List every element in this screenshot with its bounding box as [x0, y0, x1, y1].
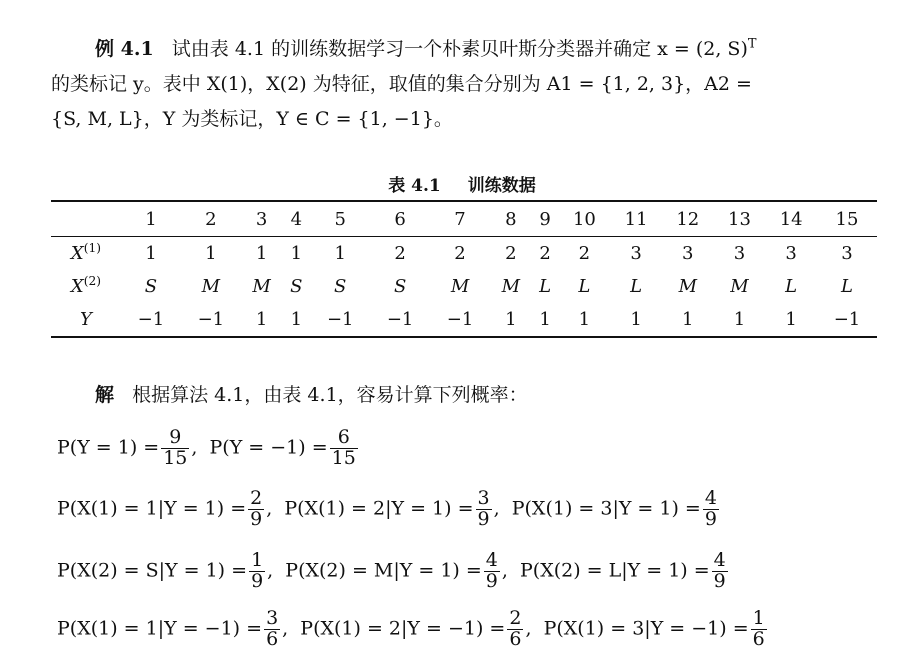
- table-cell: −1: [386, 309, 414, 330]
- table-cell: L: [539, 276, 552, 297]
- fraction-numerator: 3: [266, 607, 279, 629]
- training-data-table: [51, 200, 877, 338]
- column-header: 8: [490, 201, 532, 237]
- table-cell: S: [393, 276, 407, 297]
- equation-lhs: P(Y = −1) =: [209, 436, 328, 459]
- fraction: [330, 428, 358, 469]
- solution-label: 解: [95, 384, 115, 406]
- example-label: 例 4.1: [95, 38, 154, 60]
- column-header: 9: [532, 201, 559, 237]
- table-cell: −1: [833, 309, 861, 330]
- table-cell: 1: [255, 243, 268, 264]
- column-header: 2: [181, 201, 241, 237]
- table-cell: S: [334, 276, 347, 297]
- column-header: 12: [662, 201, 714, 237]
- column-header: 11: [610, 201, 662, 237]
- table-cell: L: [630, 276, 643, 297]
- table-cell: −1: [446, 309, 474, 330]
- fraction: [507, 609, 523, 650]
- table-cell: 2: [505, 243, 517, 264]
- table-caption-title: 训练数据: [467, 176, 536, 196]
- table-cell: 2: [578, 243, 591, 264]
- table-cell: M: [730, 276, 749, 297]
- table-cell: 3: [682, 243, 694, 264]
- table-cell: S: [290, 276, 303, 297]
- row-label: Y: [80, 309, 92, 330]
- equation-line: [57, 551, 730, 592]
- fraction-numerator: 9: [161, 428, 189, 449]
- table-cell: 2: [394, 243, 406, 264]
- fraction-numerator: 2: [509, 607, 522, 629]
- equation-lhs: P(X(2) = L|Y = 1) =: [520, 559, 710, 582]
- equation-separator: ,: [266, 497, 285, 520]
- example-line-1: [95, 34, 756, 61]
- table-cell: 3: [733, 243, 746, 264]
- column-header: 1: [121, 201, 181, 237]
- fraction: [703, 489, 719, 530]
- fraction-denominator: 9: [713, 569, 726, 592]
- table-caption-number: 表 4.1: [388, 176, 441, 196]
- equation-lhs: P(X(1) = 2|Y = 1) =: [284, 497, 474, 520]
- row-label: $X^{(2)}$: [70, 274, 102, 297]
- equation-lhs: P(X(2) = M|Y = 1) =: [285, 559, 482, 582]
- column-header: 7: [430, 201, 490, 237]
- fraction-numerator: 1: [251, 549, 264, 571]
- fraction-numerator: 4: [713, 549, 726, 571]
- fraction-denominator: 9: [485, 569, 498, 592]
- table-cell: 1: [290, 309, 303, 330]
- fraction: [476, 489, 492, 530]
- column-header: 4: [282, 201, 310, 237]
- column-header: 10: [559, 201, 611, 237]
- table-cell: 1: [539, 309, 551, 330]
- table-cell: M: [678, 276, 697, 297]
- table-cell: 1: [205, 243, 217, 264]
- table-cell: 1: [733, 309, 746, 330]
- table-cell: L: [578, 276, 591, 297]
- fraction: [161, 428, 189, 469]
- transpose-sup: T: [747, 36, 757, 52]
- fraction-denominator: 6: [509, 627, 522, 650]
- equation-lhs: P(X(1) = 3|Y = −1) =: [543, 617, 749, 640]
- column-header: 6: [370, 201, 430, 237]
- table-cell: L: [841, 276, 853, 297]
- equation-separator: ,: [525, 617, 544, 640]
- equation-separator: ,: [267, 559, 286, 582]
- fraction-denominator: 9: [251, 569, 264, 592]
- fraction-denominator: 9: [477, 507, 490, 530]
- table-caption: [0, 171, 924, 196]
- table-cell: −1: [137, 309, 165, 330]
- fraction-numerator: 3: [477, 487, 490, 509]
- equation-line: [57, 489, 721, 530]
- solution-text: 根据算法 4.1，由表 4.1，容易计算下列概率：: [132, 384, 528, 406]
- table-cell: M: [450, 276, 470, 297]
- table-cell: −1: [326, 309, 354, 330]
- fraction-numerator: 4: [485, 549, 498, 571]
- table-cell: 1: [255, 309, 268, 330]
- fraction-denominator: 15: [331, 446, 356, 469]
- column-header: 15: [817, 201, 877, 237]
- fraction-numerator: 4: [704, 487, 717, 509]
- fraction-denominator: 9: [250, 507, 263, 530]
- table-cell: 2: [539, 243, 551, 264]
- equation-line: [57, 609, 769, 650]
- equation-lhs: P(X(1) = 2|Y = −1) =: [300, 617, 506, 640]
- table-header-row: [51, 201, 877, 237]
- column-header: 3: [241, 201, 283, 237]
- solution-line: [95, 380, 528, 407]
- fraction: [248, 489, 264, 530]
- table-cell: 1: [145, 243, 157, 264]
- table-cell: −1: [197, 309, 225, 330]
- table-cell: 3: [630, 243, 642, 264]
- example-text-1: 试由表 4.1 的训练数据学习一个朴素贝叶斯分类器并确定 x = (2, S): [171, 38, 748, 60]
- equation-separator: ,: [282, 617, 301, 640]
- fraction-numerator: 6: [330, 428, 358, 449]
- example-line-2: 的类标记 y。表中 X(1)，X(2) 为特征，取值的集合分别为 A1 = {1, 2, 3}，A2 =: [51, 73, 752, 95]
- table-cell: 1: [505, 309, 517, 330]
- table-cell: 2: [454, 243, 466, 264]
- table-cell: 1: [578, 309, 591, 330]
- equation-separator: ,: [493, 497, 512, 520]
- equation-line: [57, 428, 360, 469]
- table-corner-cell: [51, 201, 121, 237]
- table-cell: 3: [785, 243, 797, 264]
- table-row: [51, 237, 877, 271]
- table-cell: 1: [334, 243, 346, 264]
- table-cell: M: [501, 276, 520, 297]
- fraction-numerator: 1: [752, 607, 765, 629]
- table-cell: 1: [290, 243, 303, 264]
- equation-lhs: P(X(2) = S|Y = 1) =: [57, 559, 248, 582]
- fraction-numerator: 2: [250, 487, 263, 509]
- table-cell: 3: [841, 243, 853, 264]
- table-row: [51, 270, 877, 303]
- equation-lhs: P(X(1) = 3|Y = 1) =: [511, 497, 701, 520]
- fraction: [712, 551, 728, 592]
- fraction: [484, 551, 500, 592]
- row-label: $X^{(1)}$: [70, 241, 102, 264]
- equation-lhs: P(X(1) = 1|Y = 1) =: [57, 497, 247, 520]
- fraction: [751, 609, 767, 650]
- table-cell: 1: [630, 309, 642, 330]
- equation-lhs: P(X(1) = 1|Y = −1) =: [57, 617, 263, 640]
- fraction: [264, 609, 280, 650]
- table-cell: 1: [682, 309, 694, 330]
- fraction: [249, 551, 265, 592]
- column-header: 13: [714, 201, 766, 237]
- table-row: [51, 303, 877, 337]
- fraction-denominator: 6: [266, 627, 279, 650]
- fraction-denominator: 6: [752, 627, 765, 650]
- example-line-3: {S, M, L}，Y 为类标记，Y ∈ C = {1, −1}。: [51, 108, 453, 130]
- table-cell: L: [785, 276, 798, 297]
- column-header: 5: [310, 201, 370, 237]
- table-cell: M: [201, 276, 221, 297]
- table-cell: S: [144, 276, 158, 297]
- equation-separator: ,: [501, 559, 520, 582]
- column-header: 14: [765, 201, 817, 237]
- table-cell: 1: [785, 309, 797, 330]
- fraction-denominator: 15: [163, 446, 188, 469]
- fraction-denominator: 9: [704, 507, 717, 530]
- table-cell: M: [252, 276, 271, 297]
- equation-lhs: P(Y = 1) =: [57, 436, 160, 459]
- equation-separator: ,: [191, 436, 210, 459]
